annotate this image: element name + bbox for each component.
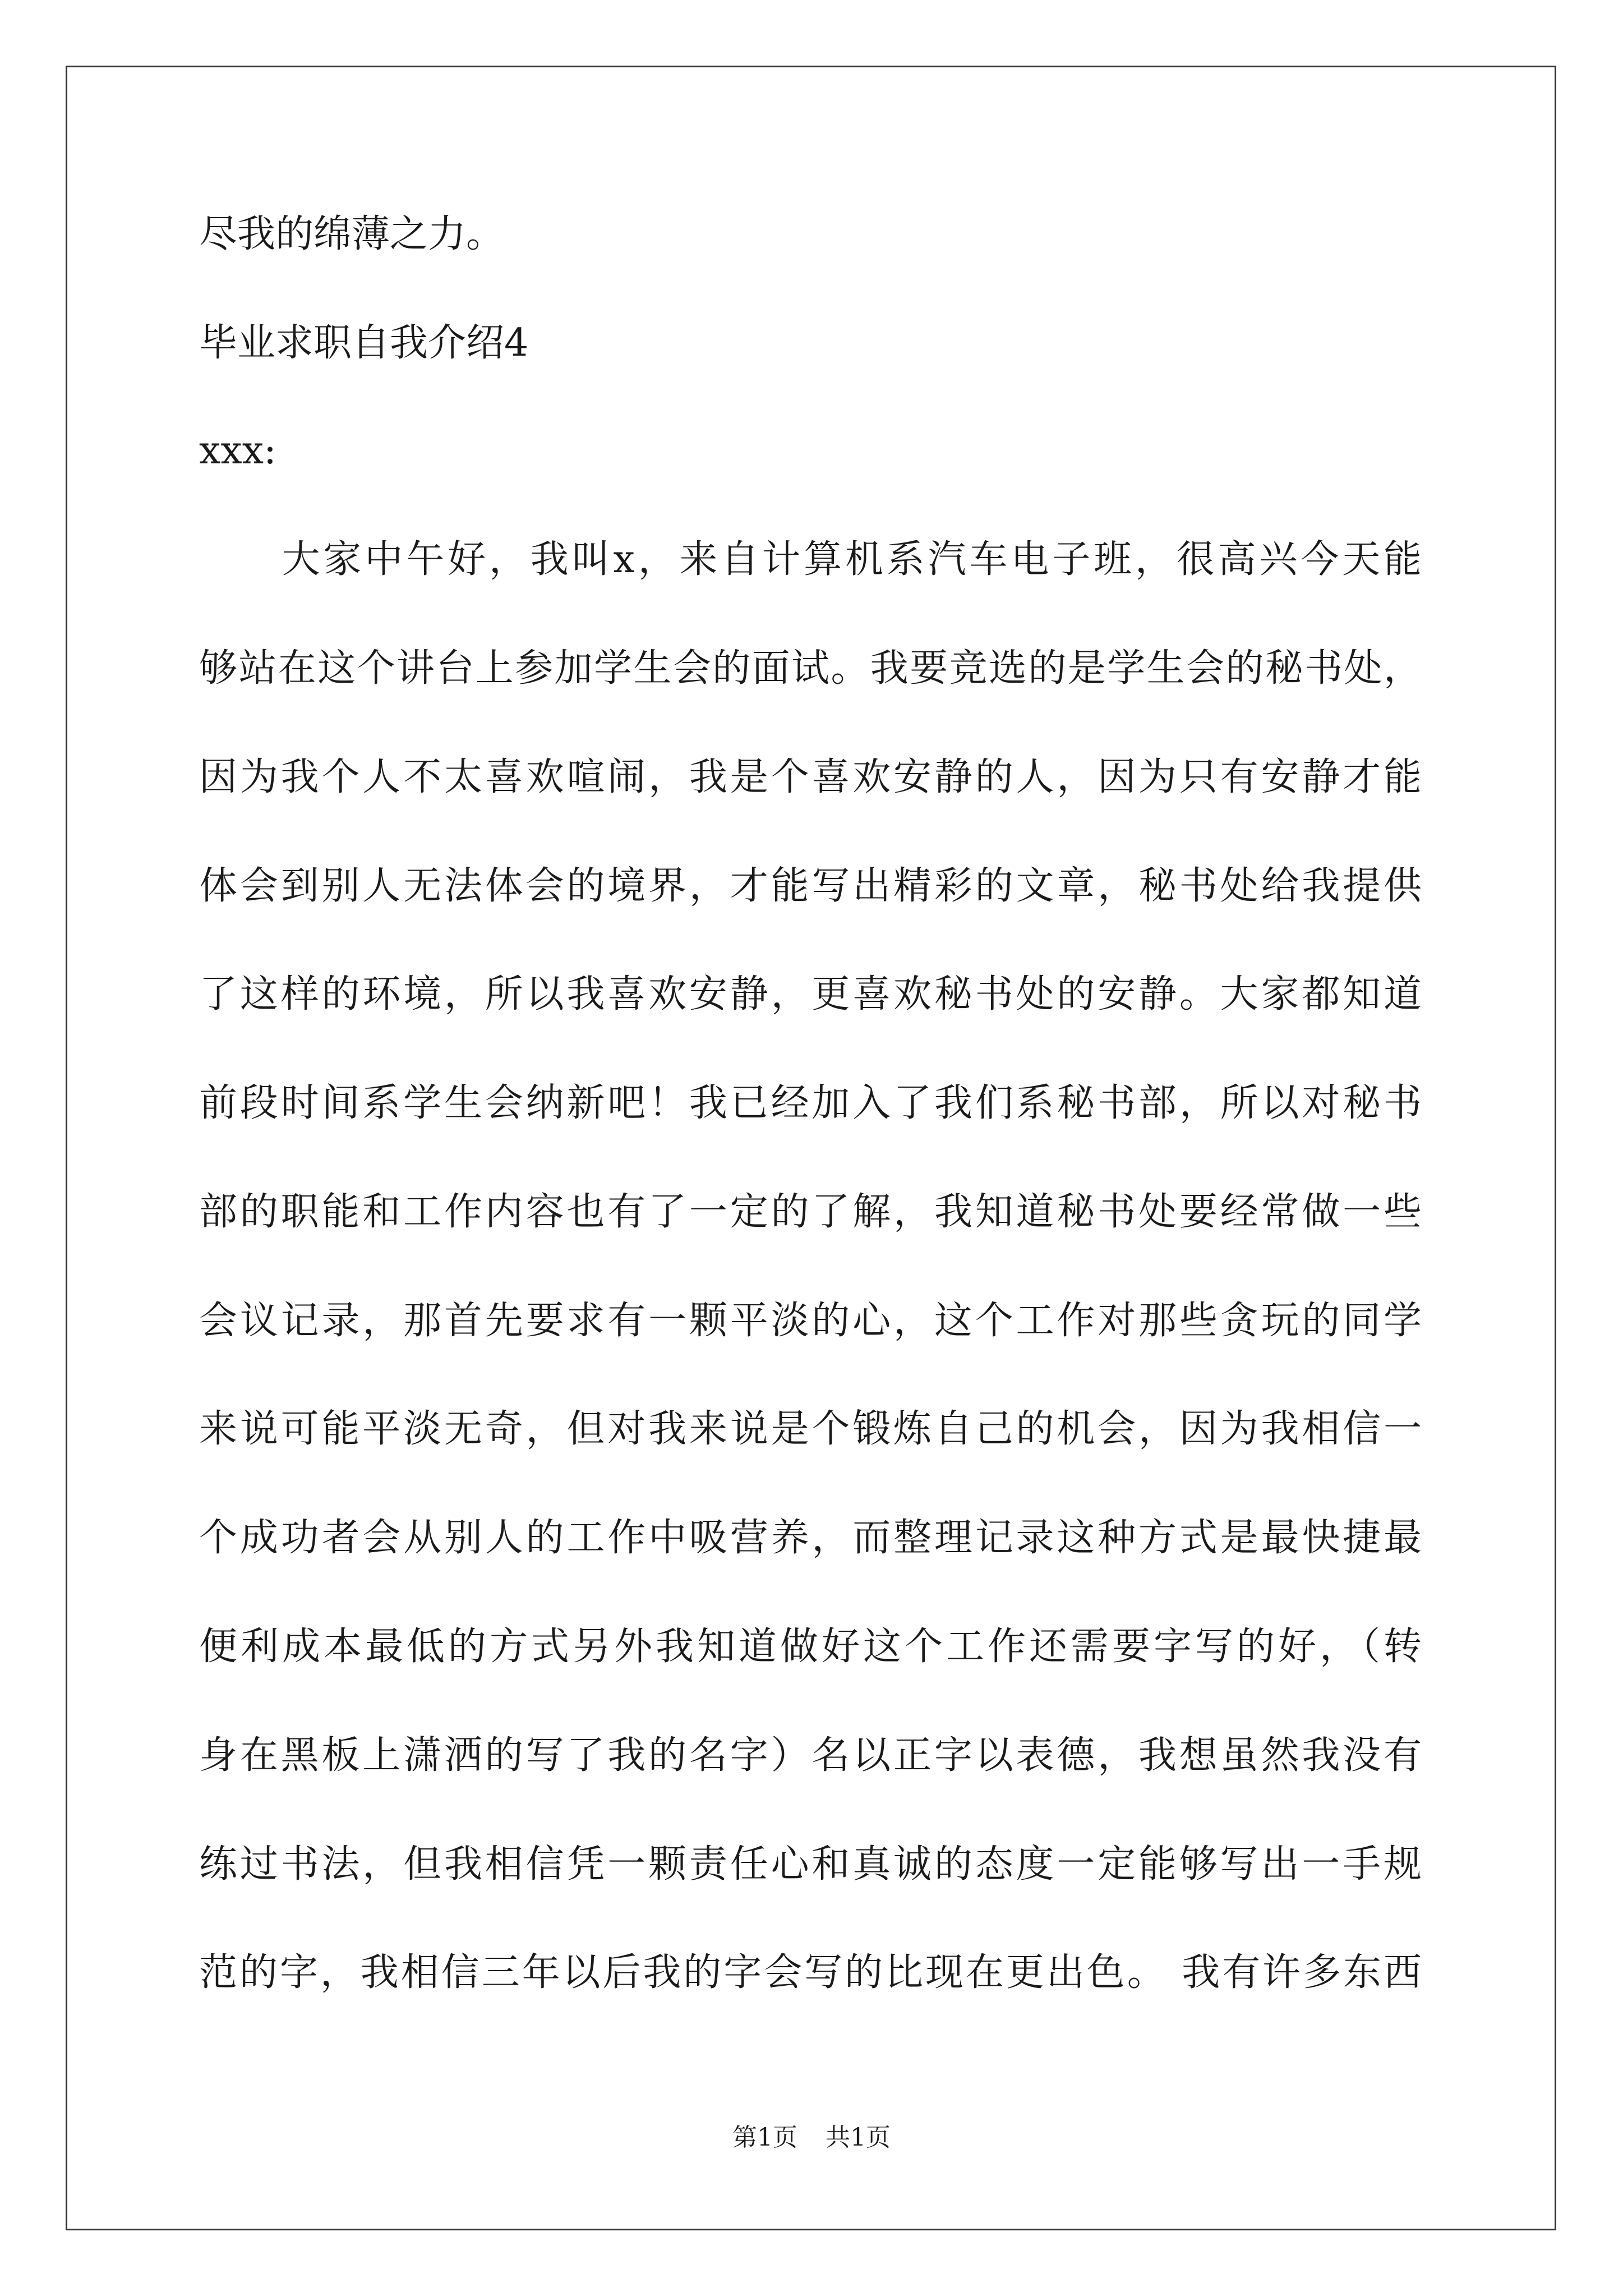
page-footer — [0, 2122, 1623, 2154]
page-border — [66, 66, 1556, 2230]
text-line: 尽我的绵薄之力。 — [199, 212, 505, 256]
paragraph-line: 便利成本最低的方式另外我知道做好这个工作还需要字写的好，（转 — [199, 1625, 1422, 1669]
paragraph-line: 了这样的环境，所以我喜欢安静，更喜欢秘书处的安静。大家都知道 — [199, 972, 1422, 1016]
paragraph-line: 范的字，我相信三年以后我的字会写的比现在更出色。 我有许多东西 — [199, 1950, 1422, 1995]
paragraph-line: 前段时间系学生会纳新吧！我已经加入了我们系秘书部，所以对秘书 — [199, 1081, 1422, 1125]
paragraph-line: 够站在这个讲台上参加学生会的面试。我要竞选的是学生会的秘书处， — [199, 646, 1422, 691]
paragraph-line: 部的职能和工作内容也有了一定的了解，我知道秘书处要经常做一些 — [199, 1190, 1422, 1234]
paragraph-line: 体会到别人无法体会的境界，才能写出精彩的文章，秘书处给我提供 — [199, 864, 1422, 908]
salutation: xxx: — [199, 429, 276, 473]
page-total: 共1页 — [826, 2123, 891, 2152]
paragraph-line: 身在黑板上潇洒的写了我的名字）名以正字以表德，我想虽然我没有 — [199, 1733, 1422, 1778]
section-heading: 毕业求职自我介绍4 — [199, 321, 529, 365]
paragraph-line: 因为我个人不太喜欢喧闹，我是个喜欢安静的人，因为只有安静才能 — [199, 755, 1422, 799]
paragraph-line: 练过书法，但我相信凭一颗责任心和真诚的态度一定能够写出一手规 — [199, 1842, 1422, 1887]
paragraph-line: 来说可能平淡无奇，但对我来说是个锻炼自己的机会，因为我相信一 — [199, 1407, 1422, 1451]
paragraph-line: 大家中午好，我叫x，来自计算机系汽车电子班，很高兴今天能 — [199, 537, 1422, 582]
page-number: 第1页 — [732, 2123, 797, 2152]
paragraph-line: 个成功者会从别人的工作中吸营养，而整理记录这种方式是最快捷最 — [199, 1516, 1422, 1560]
paragraph-line: 会议记录，那首先要求有一颗平淡的心，这个工作对那些贪玩的同学 — [199, 1299, 1422, 1343]
